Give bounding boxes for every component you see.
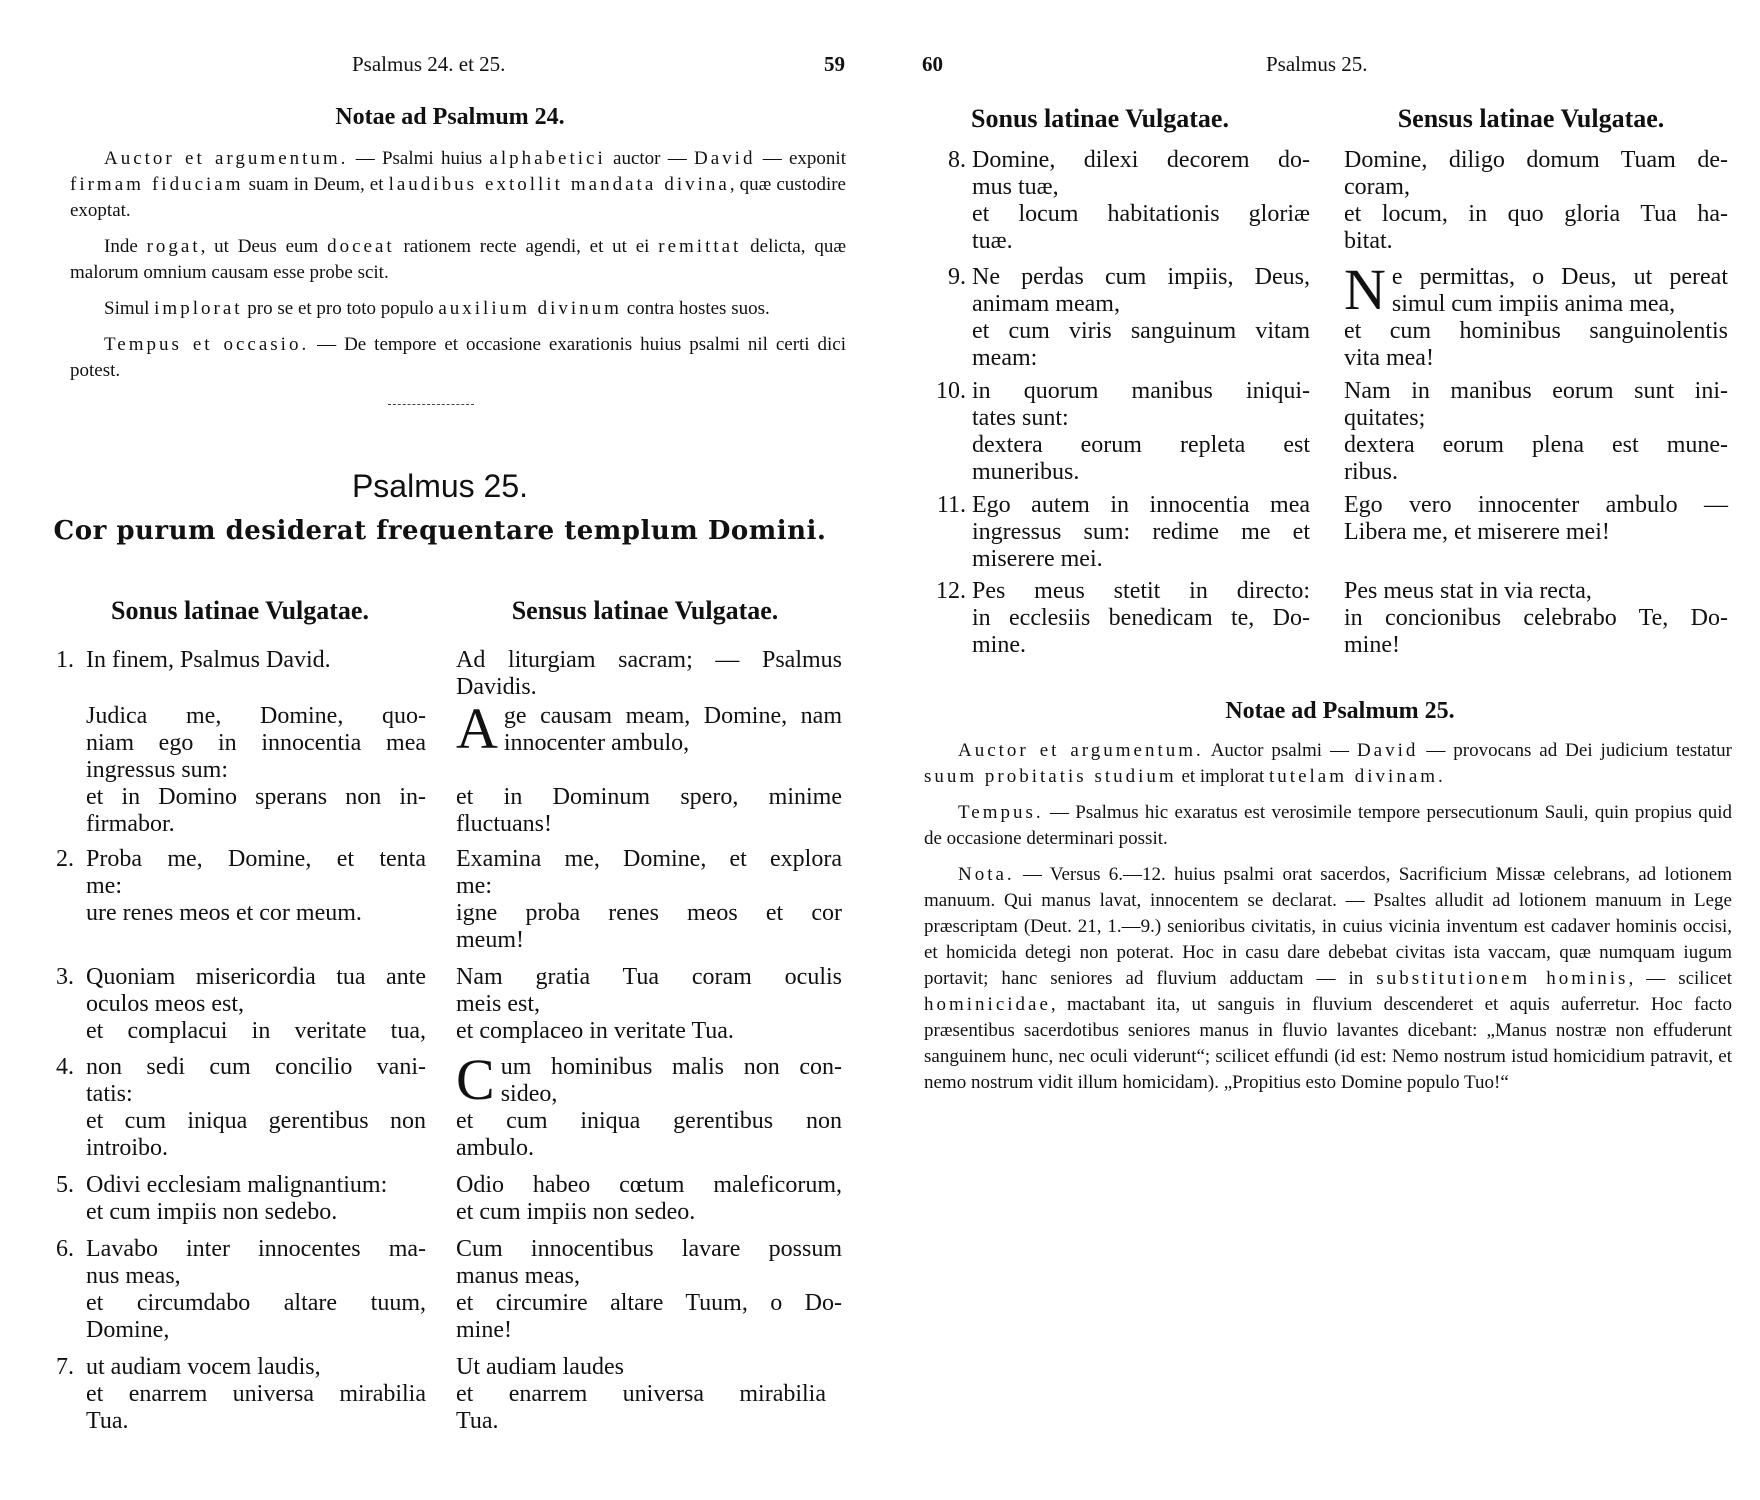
verse-line: meum! bbox=[456, 927, 524, 953]
note-24-paragraph-3 bbox=[70, 296, 846, 322]
verse-line: et complaceo in veritate Tua. bbox=[456, 1018, 734, 1044]
verse-line: ure renes meos et cor meum. bbox=[86, 900, 362, 926]
verse-sensus bbox=[456, 1172, 842, 1226]
running-head-right: Psalmus 25. bbox=[1266, 52, 1368, 76]
section-divider bbox=[388, 404, 474, 405]
note-emph: rogat bbox=[146, 236, 201, 257]
note-25-paragraph-3 bbox=[924, 862, 1732, 1096]
note-label: Tempus. bbox=[958, 802, 1044, 823]
notes-title-24: Notae ad Psalmum 24. bbox=[335, 104, 565, 130]
verse-line: animam meam, bbox=[972, 291, 1120, 317]
column-head-sonus: Sonus latinae Vulgatae. bbox=[111, 596, 369, 625]
page-number-right: 60 bbox=[922, 52, 943, 76]
verse-number: 3. bbox=[56, 964, 74, 990]
note-text: — Psalmi huius bbox=[348, 148, 490, 169]
note-24-paragraph-2 bbox=[70, 234, 846, 286]
verse-sonus bbox=[86, 1354, 426, 1435]
note-emph: tutelam divinam bbox=[1269, 766, 1439, 787]
notes-24-body bbox=[70, 146, 846, 394]
verse-line: meam: bbox=[972, 345, 1038, 371]
verse-line: Odio habeo cœtum maleficorum, bbox=[456, 1172, 842, 1198]
verse-line: Tua. bbox=[456, 1408, 499, 1434]
verse-sonus bbox=[86, 1054, 426, 1162]
verse-sensus bbox=[456, 1047, 842, 1162]
running-head-left: Psalmus 24. et 25. bbox=[352, 52, 506, 76]
verse-line: Nam gratia Tua coram oculis bbox=[456, 964, 842, 990]
verse-line: et cum iniqua gerentibus non bbox=[86, 1108, 426, 1134]
verse-number: 11. bbox=[936, 492, 966, 518]
verse-line: miserere mei. bbox=[972, 546, 1103, 572]
verse-sensus bbox=[456, 964, 842, 1045]
verse-line: et cum viris sanguinum vitam bbox=[972, 318, 1310, 344]
note-text: delicta, quæ malorum omnium causam esse probe scit. bbox=[70, 236, 846, 283]
note-24-paragraph-1 bbox=[70, 146, 846, 224]
verse-line: niam ego in innocentia mea bbox=[86, 730, 426, 756]
verse-line: bitat. bbox=[1344, 228, 1393, 254]
note-text: — exponit bbox=[755, 148, 846, 169]
note-text: contra hostes suos. bbox=[621, 298, 770, 319]
verse-sensus bbox=[1344, 378, 1728, 486]
note-text: auctor — bbox=[605, 148, 695, 169]
verse-line: non sedi cum concilio vani- bbox=[86, 1054, 426, 1080]
notes-25-body bbox=[924, 738, 1732, 1106]
verse-line: dextera eorum repleta est bbox=[972, 432, 1310, 458]
note-label: Auctor et argumentum. bbox=[104, 148, 349, 169]
verse-line: et enarrem universa mirabilia bbox=[456, 1381, 826, 1407]
verse-line bbox=[456, 757, 842, 784]
note-text: — Versus 6.—12. huius psalmi orat sacerdos, Sacrificium Missæ celebrans, ad lotionem manuum. Qui manus lavat, innocentem se declarat. — Psaltes alludit ad lotionem manuum in Lege præscriptam (Deut. 21, 1.—9.) senioribus civitatis, in cuius vicinia inventum est cadaver hominis occisi, et homicida detegi non poterat. Hoc in casu dare debebat civitas ista vaccam, quæ numquam iugum portavit; hanc seniores ad fluvium adductam — in bbox=[924, 864, 1732, 989]
verse-sensus bbox=[456, 1354, 826, 1435]
verse-sonus bbox=[86, 647, 426, 674]
verse-line: Tua. bbox=[86, 1408, 129, 1434]
verse-line: et circumire altare Tuum, o Do- bbox=[456, 1290, 842, 1316]
verse-line: Domine, dilexi decorem do- bbox=[972, 147, 1310, 173]
verse-line: sideo, bbox=[500, 1081, 558, 1107]
verse-line: Libera me, et miserere mei! bbox=[1344, 519, 1610, 545]
verse-line: et cum hominibus sanguinolentis bbox=[1344, 318, 1728, 344]
verse-line: tatis: bbox=[86, 1081, 133, 1107]
verse-line: igne proba renes meos et cor bbox=[456, 900, 842, 926]
verse-sensus bbox=[456, 696, 842, 838]
note-text: pro se et pro toto populo bbox=[242, 298, 439, 319]
verse-line: mine! bbox=[1344, 632, 1400, 658]
verse-sonus bbox=[86, 1172, 426, 1226]
verse-line: Nam in manibus eorum sunt ini- bbox=[1344, 378, 1728, 404]
verse-line: me: bbox=[86, 873, 122, 899]
verse-line: et in Domino sperans non in- bbox=[86, 784, 426, 810]
verse-line: Ego autem in innocentia mea bbox=[972, 492, 1310, 518]
verse-line: Examina me, Domine, et explora bbox=[456, 846, 842, 872]
verse-line: e permittas, o Deus, ut pereat bbox=[1391, 264, 1728, 290]
note-24-paragraph-4 bbox=[70, 332, 846, 384]
verse-sensus bbox=[1344, 257, 1728, 372]
verse-line: manus meas, bbox=[456, 1263, 580, 1289]
verse-line: Ut audiam laudes bbox=[456, 1354, 624, 1380]
psalm-title: Psalmus 25. bbox=[351, 468, 529, 504]
verse-line: ge causam meam, Domine, nam bbox=[503, 703, 842, 729]
verse-line: et complacui in veritate tua, bbox=[86, 1018, 426, 1044]
column-head-sensus-right: Sensus latinae Vulgatae. bbox=[1397, 104, 1665, 133]
note-text: et implorat bbox=[1176, 766, 1270, 787]
verse-line: ingressus sum: bbox=[86, 757, 229, 783]
note-text: — De tempore et occasione exarationis huius psalmi nil certi dici potest. bbox=[70, 334, 847, 381]
note-25-paragraph-2 bbox=[924, 800, 1732, 852]
verse-sensus bbox=[1344, 492, 1728, 546]
verse-line: muneribus. bbox=[972, 459, 1080, 485]
verse-line: et cum impiis non sedebo. bbox=[86, 1199, 338, 1225]
verse-number: 8. bbox=[948, 147, 966, 173]
verse-number: 5. bbox=[56, 1172, 74, 1198]
verse-sonus bbox=[972, 492, 1310, 573]
verse-sonus bbox=[86, 964, 426, 1045]
note-text: rationem recte agendi, et ut ei bbox=[394, 236, 659, 257]
note-text: Inde bbox=[104, 236, 147, 257]
note-text: . bbox=[1438, 766, 1443, 787]
verse-sonus bbox=[972, 578, 1310, 659]
verse-number: 10. bbox=[936, 378, 966, 404]
verse-line: et enarrem universa mirabilia bbox=[86, 1381, 426, 1407]
note-emph: substitutionem hominis bbox=[1376, 968, 1629, 989]
verse-sonus bbox=[972, 264, 1310, 372]
verse-line: Judica me, Domine, quo- bbox=[86, 703, 426, 729]
note-text: — provocans ad Dei judicium testatur bbox=[1418, 740, 1732, 761]
verse-sensus bbox=[456, 1236, 842, 1344]
note-text: , quæ custodire exoptat. bbox=[70, 174, 846, 221]
note-emph: suum probitatis studium bbox=[924, 766, 1177, 787]
verse-line: mine! bbox=[456, 1317, 512, 1343]
verse-number: 6. bbox=[56, 1236, 74, 1262]
verse-line: Ad liturgiam sacram; — Psalmus bbox=[456, 647, 842, 673]
verse-line: Pes meus stat in via recta, bbox=[1344, 578, 1592, 604]
page-number-left: 59 bbox=[824, 52, 845, 76]
verse-number: 2. bbox=[56, 846, 74, 872]
verse-sonus bbox=[86, 1236, 426, 1344]
verse-line: ut audiam vocem laudis, bbox=[86, 1354, 321, 1380]
verse-line: et locum habitationis gloriæ bbox=[972, 201, 1310, 227]
psalm-subtitle: Cor purum desiderat frequentare templum Domini. bbox=[53, 516, 827, 546]
note-text: suam in Deum, et bbox=[243, 174, 389, 195]
note-emph: doceat bbox=[327, 236, 395, 257]
verse-line: firmabor. bbox=[86, 811, 175, 837]
verse-line: et circumdabo altare tuum, bbox=[86, 1290, 426, 1316]
verse-line: me: bbox=[456, 873, 492, 899]
verse-number: 7. bbox=[56, 1354, 74, 1380]
verse-line: et cum iniqua gerentibus non bbox=[456, 1108, 842, 1134]
verse-line: Davidis. bbox=[456, 674, 537, 700]
verse-line: Ne perdas cum impiis, Deus, bbox=[972, 264, 1310, 290]
note-emph: laudibus extollit mandata divina bbox=[388, 174, 730, 195]
verse-sensus bbox=[456, 647, 842, 701]
verse-line: Domine, diligo domum Tuam de- bbox=[1344, 147, 1728, 173]
note-text: Auctor psalmi — bbox=[1203, 740, 1357, 761]
verse-line: tates sunt: bbox=[972, 405, 1069, 431]
notes-title-25: Notae ad Psalmum 25. bbox=[1225, 698, 1455, 724]
note-text: , ut Deus eum bbox=[200, 236, 328, 257]
verse-line: Domine, bbox=[86, 1317, 170, 1343]
verse-line: Ego vero innocenter ambulo — bbox=[1344, 492, 1728, 518]
verse-line: um hominibus malis non con- bbox=[500, 1054, 842, 1080]
verse-sonus bbox=[972, 147, 1310, 255]
note-emph: implorat bbox=[154, 298, 243, 319]
verse-line: ribus. bbox=[1344, 459, 1398, 485]
note-emph: auxilium divinum bbox=[438, 298, 622, 319]
verse-number: 12. bbox=[936, 578, 966, 604]
verse-line: et in Dominum spero, minime bbox=[456, 784, 842, 810]
verse-line: et cum impiis non sedeo. bbox=[456, 1199, 696, 1225]
verse-line: in ecclesiis benedicam te, Do- bbox=[972, 605, 1310, 631]
verse-sonus bbox=[86, 703, 426, 838]
verse-line: in quorum manibus iniqui- bbox=[972, 378, 1310, 404]
note-label: Nota. bbox=[958, 864, 1015, 885]
note-emph: David bbox=[694, 148, 756, 169]
verse-number: 1. bbox=[56, 647, 74, 673]
note-emph: David bbox=[1356, 740, 1419, 761]
verse-sonus bbox=[972, 378, 1310, 486]
verse-sonus bbox=[86, 846, 426, 927]
note-emph: remittat bbox=[658, 236, 742, 257]
note-25-paragraph-1 bbox=[924, 738, 1732, 790]
verse-line: ambulo. bbox=[456, 1135, 534, 1161]
verse-sensus bbox=[1344, 578, 1728, 659]
note-emph: firmam fiduciam bbox=[70, 174, 244, 195]
verse-line: innocenter ambulo, bbox=[503, 730, 690, 756]
drop-capital: A bbox=[456, 696, 498, 761]
verse-line: vita mea! bbox=[1344, 345, 1434, 371]
verse-line: fluctuans! bbox=[456, 811, 552, 837]
column-head-sonus-right: Sonus latinae Vulgatae. bbox=[971, 104, 1229, 133]
note-text: — Psalmus hic exaratus est verosimile tempore persecutionum Sauli, quin propius quid de occasione determinari possit. bbox=[924, 802, 1732, 849]
note-text: , — scilicet bbox=[1628, 968, 1733, 989]
verse-line: quitates; bbox=[1344, 405, 1426, 431]
note-emph: hominicidae bbox=[924, 994, 1051, 1015]
verse-number: 9. bbox=[948, 264, 966, 290]
note-text: Simul bbox=[104, 298, 155, 319]
verse-sensus bbox=[456, 846, 842, 954]
verse-line: mine. bbox=[972, 632, 1026, 658]
verse-line: meis est, bbox=[456, 991, 540, 1017]
verse-line: In finem, Psalmus David. bbox=[86, 647, 331, 673]
verse-line: Proba me, Domine, et tenta bbox=[86, 846, 426, 872]
note-label: Tempus et occasio. bbox=[104, 334, 310, 355]
drop-capital: C bbox=[456, 1047, 495, 1112]
verse-line: mus tuæ, bbox=[972, 174, 1059, 200]
verse-line: coram, bbox=[1344, 174, 1410, 200]
verse-line: oculos meos est, bbox=[86, 991, 244, 1017]
verse-line: Cum innocentibus lavare possum bbox=[456, 1236, 842, 1262]
verse-line: in concionibus celebrabo Te, Do- bbox=[1344, 605, 1728, 631]
note-text: , mactabant ita, ut sanguis in fluvium descenderet et aquis auferretur. Hoc facto præsentibus sacerdotibus seniores manus in fluvio lavantes dicebant: „Manus nostræ non effuderunt sanguinem hunc, nec oculi viderunt“; scilicet effundi (id est: Nemo nostrum istud homicidium patravit, et nemo nostrum vidit illum homicidam). „Propitius esto Domine populo Tuo!“ bbox=[924, 994, 1732, 1093]
verse-line: dextera eorum plena est mune- bbox=[1344, 432, 1728, 458]
verse-line: ingressus sum: redime me et bbox=[972, 519, 1310, 545]
verse-line: tuæ. bbox=[972, 228, 1013, 254]
verse-number: 4. bbox=[56, 1054, 74, 1080]
verse-line: et locum, in quo gloria Tua ha- bbox=[1344, 201, 1728, 227]
note-emph: alphabetici bbox=[489, 148, 606, 169]
verse-line: Odivi ecclesiam malignantium: bbox=[86, 1172, 388, 1198]
verse-line: nus meas, bbox=[86, 1263, 181, 1289]
verse-line: simul cum impiis anima mea, bbox=[1391, 291, 1676, 317]
verse-line: Lavabo inter innocentes ma- bbox=[86, 1236, 426, 1262]
verse-line: introibo. bbox=[86, 1135, 168, 1161]
column-head-sensus: Sensus latinae Vulgatae. bbox=[511, 596, 779, 625]
note-label: Auctor et argumentum. bbox=[958, 740, 1204, 761]
verse-sensus bbox=[1344, 147, 1728, 255]
verse-line: Pes meus stetit in directo: bbox=[972, 578, 1310, 604]
verse-line: Quoniam misericordia tua ante bbox=[86, 964, 426, 990]
drop-capital: N bbox=[1344, 257, 1386, 322]
